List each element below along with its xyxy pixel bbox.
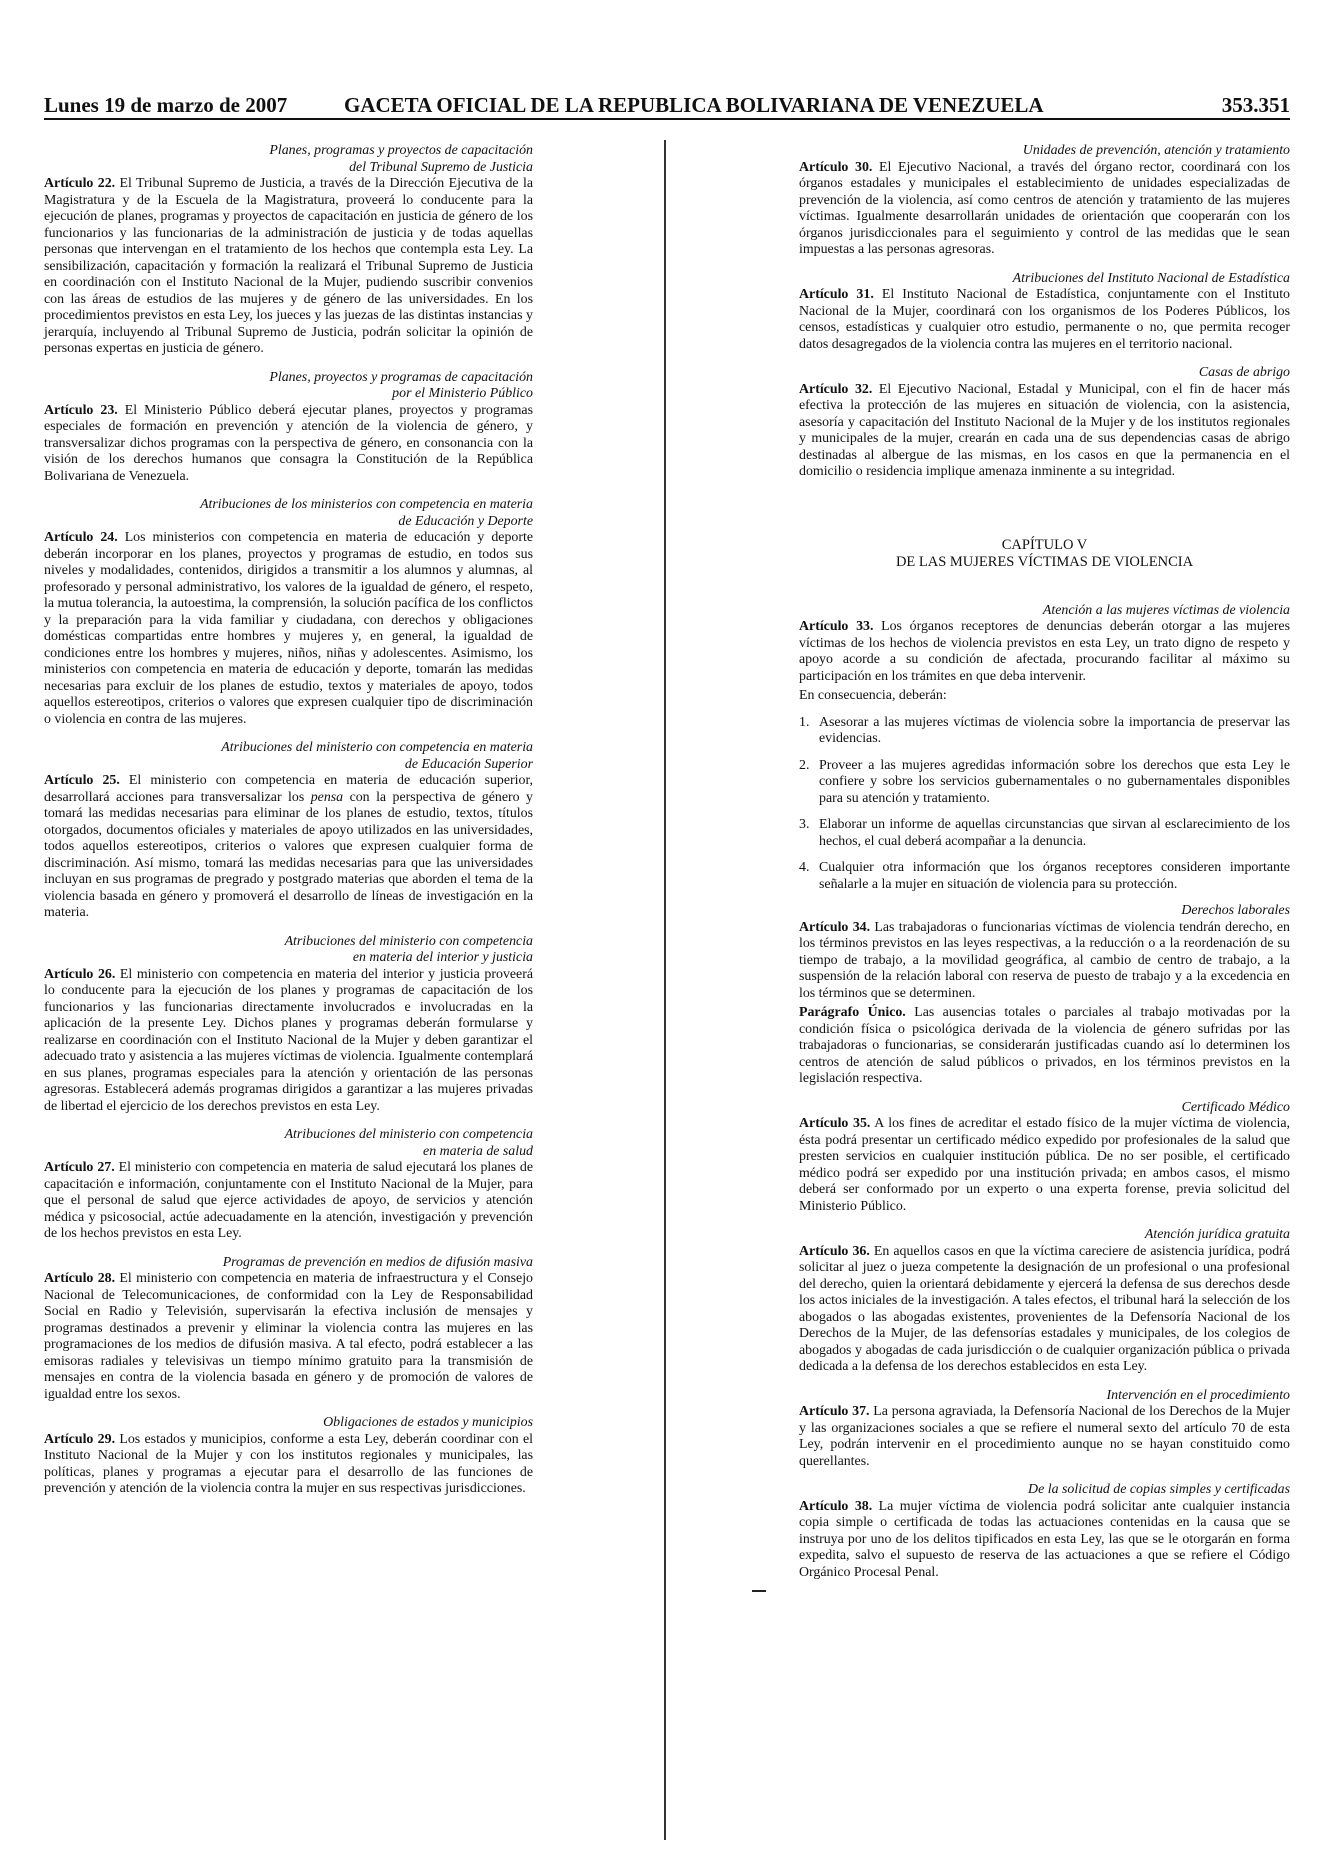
subtitle-35: Certificado Médico: [1181, 1099, 1290, 1115]
page-header: [44, 92, 1290, 120]
subtitle-24: Atribuciones de los ministerios con competencia en materia de Educación y Deporte: [200, 497, 533, 529]
list-item: 4. Cualquier otra información que los órganos receptores consideren importante señalarle a la mujer en situación de violencia para su protección.: [799, 860, 1290, 892]
article-22: Artículo 22. El Tribunal Supremo de Justicia, a través de la Dirección Ejecutiva de la Magistratura y de la Escuela de la Magistratura, proveerá lo conducente para la ejecución de planes, programas y proyectos de capacitación en justicia de género de los funcionarios y las funcionarias de la administración de justicia y de todas aquellas personas que intervengan en el tratamiento de los hechos que contempla esta Ley. La sensibilización, capacitación y formación la realizará el Tribunal Supremo de Justicia en coordinación con el Instituto Nacional de la Mujer, pudiendo suscribir convenios con las áreas de estudios de las mujeres y de género de las universidades. En los procedimientos previstos en esta Ley, los jueces y las juezas de las distintas instancias y jerarquía, incluyendo al Tribunal Supremo de Justicia, podrán solicitar la opinión de personas expertas en justicia de género.: [44, 176, 533, 356]
header-date: Lunes 19 de marzo de 2007: [44, 93, 288, 117]
subtitle-28: Programas de prevención en medios de difusión masiva: [222, 1254, 533, 1270]
right-column: [799, 143, 1290, 1593]
article-29: Artículo 29. Los estados y municipios, conforme a esta Ley, deberán coordinar con el Instituto Nacional de la Mujer y con los institutos regionales y municipales, las políticas, planes y programas a ejecutar para el desarrollo de las funciones de prevención y atención de la violencia contra la mujer en sus respectivas jurisdicciones.: [44, 1431, 533, 1496]
article-24: Artículo 24. Los ministerios con competencia en materia de educación y deporte deberán incorporar en los planes, proyectos y programas de estudio, en todos sus niveles y modalidades, contenidos, dirigidos a transmitir a los alumnos y alumnas, al profesorado y personal administrativo, los valores de la igualdad de género, el respeto, la mutua tolerancia, la autoestima, la comprensión, la solución pacífica de los conflictos y la preparación para la vida familiar y ciudadana, con derechos y obligaciones domésticas compartidas entre hombres y mujeres y, en general, la igualdad de condiciones entre los hombres y mujeres, niños, niñas y adolescentes. Asimismo, los ministerios con competencia en materia de educación y deporte, tomarán las medidas necesarias para excluir de los planes de estudio, textos y materiales de apoyo, todos aquellos estereotipos, criterios o valores que expresen cualquier tipo de discriminación o violencia en contra de las mujeres.: [44, 530, 533, 727]
article-35: Artículo 35. A los fines de acreditar el estado físico de la mujer víctima de violencia, ésta podrá presentar un certificado médico expedido por profesionales de la salud que presten servicios en cualquier institución pública. De no ser posible, el certificado médico podrá ser expedido por una institución privada; en ambos casos, el mismo deberá ser conformado por un experto o una experta forense, previa solicitud del Ministerio Público.: [799, 1116, 1291, 1214]
subtitle-33: Atención a las mujeres víctimas de violencia: [1042, 602, 1290, 618]
article-23: Artículo 23. El Ministerio Público deberá ejecutar planes, proyectos y programas especiales de formación en prevención y atención de la violencia de género, y transversalizar dichos programas con la perspectiva de género, en consonancia con la visión de los derechos humanos que consagra la Constitución de la República Bolivariana de Venezuela.: [44, 402, 533, 484]
article-26: Artículo 26. El ministerio con competencia en materia del interior y justicia proveerá lo conducente para la ejecución de los planes y programas de capacitación de los funcionarios y las funcionarias directamente involucrados e involucradas en la aplicación de la presente Ley. Dichos planes y programas deberán formularse y realizarse en coordinación con el Instituto Nacional de la Mujer y deben garantizar el adecuado trato y asistencia a las mujeres víctimas de violencia. Igualmente contemplará en sus planes, programas especiales para la atención y orientación de las personas agresoras. Establecerá además programas dirigidos a garantizar a las mujeres privadas de libertad el ejercicio de los derechos previstos en esta Ley.: [44, 966, 534, 1114]
subtitle-26: Atribuciones del ministerio con competencia en materia del interior y justicia: [284, 933, 533, 965]
list-item: 1. Asesorar a las mujeres víctimas de violencia sobre la importancia de preservar las evidencias.: [799, 714, 1290, 746]
subtitle-38: De la solicitud de copias simples y certificadas: [1028, 1482, 1290, 1497]
article-34: Artículo 34. Las trabajadoras o funcionarias víctimas de violencia tendrán derecho, en los términos previstos en las leyes respectivas, a la reducción o a la reordenación de su tiempo de trabajo, a la movilidad geográfica, al cambio de centro de trabajo, a la suspensión de la relación laboral con reserva de puesto de trabajo y a la excedencia en los términos que se determinen.: [799, 919, 1291, 1001]
article-30: Artículo 30. El Ejecutivo Nacional, a través del órgano rector, coordinará con los órganos estadales y municipales el establecimiento de unidades especializadas de prevención de la violencia, así como centros de atención y tratamiento de las mujeres víctimas. Igualmente desarrollarán unidades de orientación que cooperarán con los órganos jurisdiccionales para el seguimiento y control de las medidas que le sean impuestas a las personas agresoras.: [799, 159, 1290, 257]
column-divider: [664, 140, 666, 1840]
subtitle-31: Atribuciones del Instituto Nacional de Estadística: [1012, 270, 1290, 286]
article-31: Artículo 31. El Instituto Nacional de Estadística, conjuntamente con el Instituto Nacional de la Mujer, coordinará con los organismos de los Poderes Públicos, los censos, estadísticas y cualquier otro estudio, permanente o no, que permita recoger datos desagregados de la violencia contra las mujeres en el territorio nacional.: [799, 287, 1290, 352]
article-38: Artículo 38. La mujer víctima de violencia podrá solicitar ante cualquier instancia copia simple o certificada de todas las actuaciones contenidas en la causa que se instruya por uno de los delitos tipificados en esta Ley, las que se le otorgarán en forma expedita, salvo el supuesto de reserva de las actuaciones a que se refiere el Código Orgánico Procesal Penal.: [799, 1498, 1290, 1580]
article-36: Artículo 36. En aquellos casos en que la víctima careciere de asistencia jurídica, podrá solicitar al juez o jueza competente la designación de un profesional o una profesional del derecho, quien la orientará debidamente y ejercerá la defensa de sus derechos desde los actos iniciales de la investigación. A tales efectos, el tribunal hará la selección de los abogados o las abogadas existentes, provenientes de la Defensoría Nacional de los Derechos de la Mujer, de las defensorías estadales y municipales, de los colegios de abogados y abogadas de cada jurisdicción o de cualquier organización pública o privada dedicada a la defensa de los derechos establecidos en esta Ley.: [799, 1243, 1290, 1374]
article-27: Artículo 27. El ministerio con competencia en materia de salud ejecutará los planes de capacitación e información, conjuntamente con el Instituto Nacional de la Mujer, para que el personal de salud que ejerce actividades de apoyo, de servicios y atención médica y psicosocial, actúe adecuadamente en la atención, investigación y prevención de los hechos previstos en esta Ley.: [44, 1160, 533, 1241]
subtitle-37: Intervención en el procedimiento: [1106, 1387, 1290, 1403]
article-34-paragraph: Parágrafo Único. Las ausencias totales o parciales al trabajo motivadas por la condición física o psicológica derivada de la violencia de género sufridas por las trabajadoras o funcionarias, se considerarán justificadas cuando así lo determinen los centros de atención de salud públicos o privados, en los términos previstos en la legislación respectiva.: [799, 1005, 1291, 1086]
subtitle-25: Atribuciones del ministerio con competencia en materia de Educación Superior: [221, 740, 533, 772]
article-37: Artículo 37. La persona agraviada, la Defensoría Nacional de los Derechos de la Mujer y las organizaciones sociales a que se refiere el numeral sexto del artículo 70 de esta Ley, podrán intervenir en el procedimiento aunque no se hayan constituido como querellantes.: [799, 1404, 1290, 1469]
header-page-number: 353.351: [1221, 93, 1290, 117]
margin-mark: [752, 1590, 766, 1592]
subtitle-22: Planes, programas y proyectos de capacitación del Tribunal Supremo de Justicia: [269, 143, 533, 175]
subtitle-30: Unidades de prevención, atención y tratamiento: [1022, 143, 1290, 158]
article-33: Artículo 33. Los órganos receptores de denuncias deberán otorgar a las mujeres víctimas de los hechos de violencia previstos en esta Ley, un trato digno de respeto y apoyo acorde a su condición de afectada, procurando facilitar al máximo su participación en los trámites en que deba intervenir.: [799, 619, 1290, 684]
article-33-list: [799, 715, 1290, 894]
subtitle-34: Derechos laborales: [1181, 903, 1290, 918]
article-32: Artículo 32. El Ejecutivo Nacional, Estadal y Municipal, con el fin de hacer más efectiva la protección de las mujeres en situación de violencia, con la asistencia, asesoría y capacitación del Instituto Nacional de la Mujer y de los institutos regionales y municipales de la mujer, crearán en cada una de sus dependencias casas de abrigo destinadas al albergue de las mismas, en los casos en que la permanencia en el domicilio o residencia implique amenaza inminente a su integridad.: [799, 381, 1290, 479]
article-28: Artículo 28. El ministerio con competencia en materia de infraestructura y el Consejo Nacional de Telecomunicaciones, de conformidad con la Ley de Responsabilidad Social en Radio y Televisión, supervisarán la efectiva inclusión de mensajes y programas destinados a prevenir y eliminar la violencia contra las mujeres en las programaciones de los medios de difusión masiva. A tal efecto, podrá establecer a las emisoras radiales y televisivas un tiempo mínimo gratuito para la transmisión de mensajes en contra de la violencia basada en género y de promoción de valores de igualdad entre los sexos.: [44, 1271, 533, 1402]
subtitle-23: Planes, proyectos y programas de capacitación por el Ministerio Público: [269, 369, 533, 401]
chapter-heading: CAPÍTULO V DE LAS MUJERES VÍCTIMAS DE VIOLENCIA: [895, 536, 1194, 570]
list-item: 2. Proveer a las mujeres agredidas información sobre los derechos que esta Ley le confiere y sobre los servicios gubernamentales o no gubernamentales disponibles para su atención y tratamiento.: [799, 757, 1290, 806]
list-item: 3. Elaborar un informe de aquellas circunstancias que sirvan al esclarecimiento de los hechos, el cual deberá acompañar a la denuncia.: [799, 817, 1290, 849]
subtitle-29: Obligaciones de estados y municipios: [323, 1415, 533, 1430]
header-title: GACETA OFICIAL DE LA REPUBLICA BOLIVARIANA DE VENEZUELA: [344, 93, 1044, 117]
subtitle-36: Atención jurídica gratuita: [1144, 1227, 1290, 1242]
article-25: Artículo 25. El ministerio con competencia en materia de educación superior, desarrollará acciones para transversalizar los pensa con la perspectiva de género y tomará las medidas necesarias para eliminar de los planes de estudio, textos, títulos otorgados, documentos oficiales y materiales de apoyo utilizados en las universidades, todos aquellos estereotipos, criterios o valores que expresen cualquier forma de discriminación. Así mismo, tomará las medidas necesarias para que las universidades incluyan en sus programas de pregrado y postgrado materias que aborden el tema de la violencia basada en género y promoverá el desarrollo de líneas de investigación en la materia.: [44, 773, 533, 920]
left-column: [44, 143, 533, 1510]
subtitle-32: Casas de abrigo: [1198, 365, 1290, 380]
subtitle-27: Atribuciones del ministerio con competencia en materia de salud: [284, 1127, 533, 1159]
article-33-intro: En consecuencia, deberán:: [799, 688, 947, 703]
